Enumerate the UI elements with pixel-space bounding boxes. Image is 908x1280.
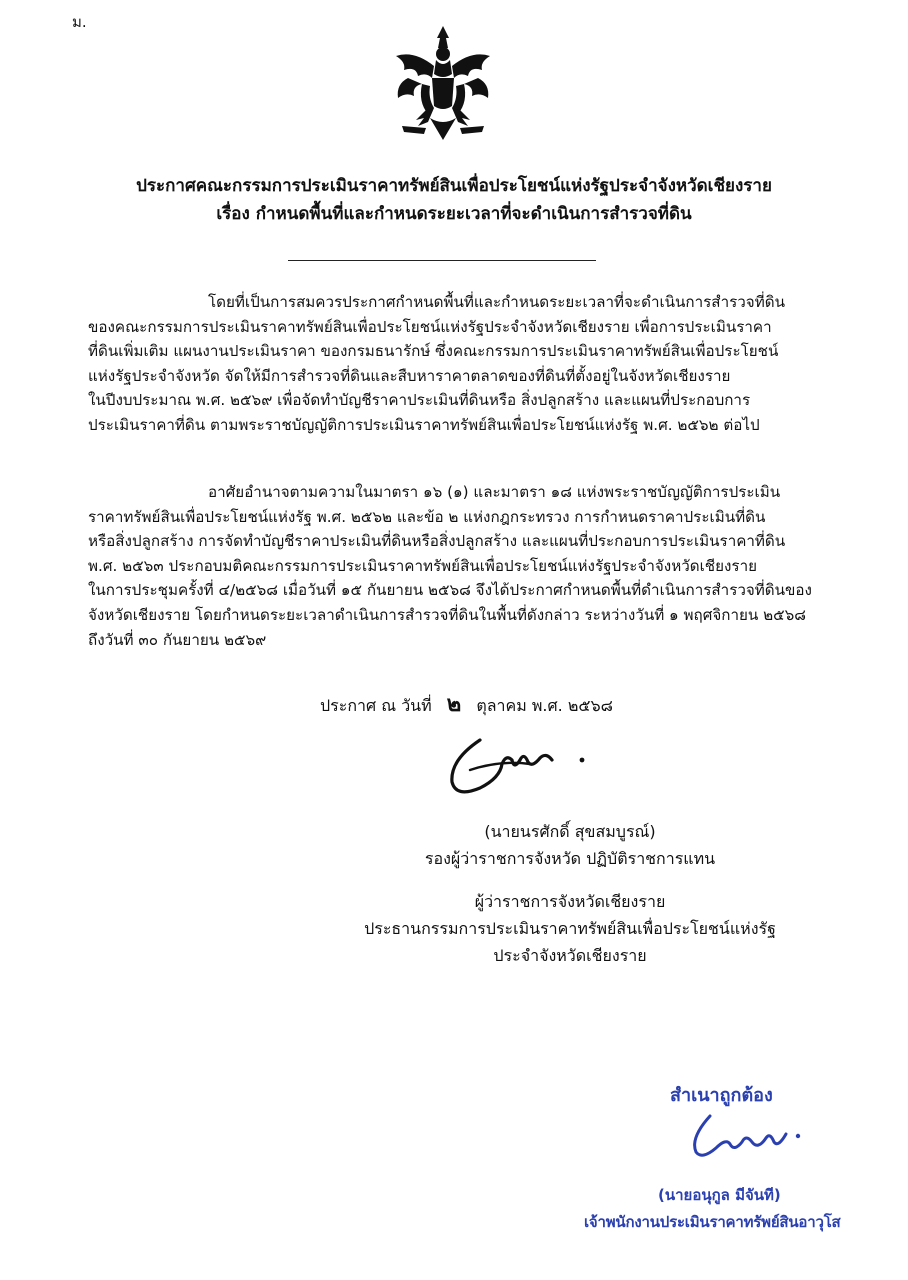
- paragraph-line: ในการประชุมครั้งที่ ๔/๒๕๖๘ เมื่อวันที่ ๑๕ กันยายน ๒๕๖๘ จึงได้ประกาศกำหนดพื้นที่ดำเนินการสำรวจที่ดินของ: [88, 581, 812, 600]
- paragraph-line: พ.ศ. ๒๕๖๓ ประกอบมติคณะกรรมการประเมินราคาทรัพย์สินเพื่อประโยชน์แห่งรัฐประจำจังหวัดเชียงราย: [88, 556, 758, 575]
- body-paragraph-2: [88, 480, 823, 652]
- certified-copy-label: สำเนาถูกต้อง: [670, 1085, 773, 1106]
- authority-line: ประธานกรรมการประเมินราคาทรัพย์สินเพื่อประโยชน์แห่งรัฐ: [364, 919, 776, 938]
- certifier-signature-icon: [682, 1108, 812, 1163]
- paragraph-line: ที่ดินเพิ่มเติม แผนงานประเมินราคา ของกรมธนารักษ์ ซึ่งคณะกรรมการประเมินราคาทรัพย์สินเพื่อประโยชน์: [88, 342, 779, 361]
- paragraph-line: จังหวัดเชียงราย โดยกำหนดระยะเวลาดำเนินการสำรวจที่ดินในพื้นที่ดังกล่าว ระหว่างวันที่ ๑ พฤศจิกายน ๒๕๖๘: [88, 605, 806, 624]
- certifier-name: (นายอนุกูล มีจันที): [658, 1186, 781, 1204]
- paragraph-line: ในปีงบประมาณ พ.ศ. ๒๕๖๙ เพื่อจัดทำบัญชีราคาประเมินที่ดินหรือ สิ่งปลูกสร้าง และแผนที่ประกอบการ: [88, 391, 751, 410]
- authority-line: ประจำจังหวัดเชียงราย: [493, 946, 647, 965]
- garuda-emblem-icon: [388, 22, 498, 144]
- paragraph-line: ประเมินราคาที่ดิน ตามพระราชบัญญัติการประเมินราคาทรัพย์สินเพื่อประโยชน์แห่งรัฐ พ.ศ. ๒๕๖๒ ต่อไป: [88, 415, 760, 434]
- authority-line: ผู้ว่าราชการจังหวัดเชียงราย: [474, 892, 666, 911]
- signatory-name: (นายนรศักดิ์ สุขสมบูรณ์): [484, 822, 656, 841]
- signatory-position: รองผู้ว่าราชการจังหวัด ปฏิบัติราชการแทน: [424, 849, 716, 868]
- paragraph-line: ของคณะกรรมการประเมินราคาทรัพย์สินเพื่อประโยชน์แห่งรัฐประจำจังหวัดเชียงราย เพื่อการประเมินราคา: [88, 317, 772, 336]
- body-paragraph-1: [88, 290, 823, 438]
- signature-icon: [440, 730, 600, 800]
- certifier-role: เจ้าพนักงานประเมินราคาทรัพย์สินอาวุโส: [584, 1213, 841, 1231]
- document-subject: เรื่อง กำหนดพื้นที่และกำหนดระยะเวลาที่จะดำเนินการสำรวจที่ดิน: [216, 204, 692, 224]
- date-prefix: ประกาศ ณ วันที่: [320, 696, 432, 715]
- paragraph-line: หรือสิ่งปลูกสร้าง การจัดทำบัญชีราคาประเมินที่ดินหรือสิ่งปลูกสร้าง และแผนที่ประกอบการประเมินราคาที่ดิน: [88, 532, 786, 551]
- announcement-date: [320, 686, 613, 721]
- title-divider: [288, 260, 596, 261]
- document-title: ประกาศคณะกรรมการประเมินราคาทรัพย์สินเพื่อประโยชน์แห่งรัฐประจำจังหวัดเชียงราย: [136, 176, 772, 196]
- paragraph-line: อาศัยอำนาจตามความในมาตรา ๑๖ (๑) และมาตรา ๑๘ แห่งพระราชบัญญัติการประเมิน: [208, 483, 781, 501]
- paragraph-line: ถึงวันที่ ๓๐ กันยายน ๒๕๖๙: [88, 630, 267, 649]
- authority-block: [300, 888, 840, 969]
- paragraph-line: แห่งรัฐประจำจังหวัด จัดให้มีการสำรวจที่ดินและสืบหาราคาตลาดของที่ดินที่ตั้งอยู่ในจังหวัดเชียงราย: [88, 366, 731, 385]
- date-month-year: ตุลาคม พ.ศ. ๒๕๖๘: [476, 696, 613, 715]
- paragraph-line: โดยที่เป็นการสมควรประกาศกำหนดพื้นที่และกำหนดระยะเวลาที่จะดำเนินการสำรวจที่ดิน: [208, 293, 785, 311]
- paragraph-line: ราคาทรัพย์สินเพื่อประโยชน์แห่งรัฐ พ.ศ. ๒๕๖๒ และข้อ ๒ แห่งกฎกระทรวง การกำหนดราคาประเมินที่ดิน: [88, 507, 766, 526]
- corner-mark: ม.: [72, 13, 87, 31]
- date-day: ๒: [446, 692, 462, 717]
- signatory-block: [300, 818, 840, 872]
